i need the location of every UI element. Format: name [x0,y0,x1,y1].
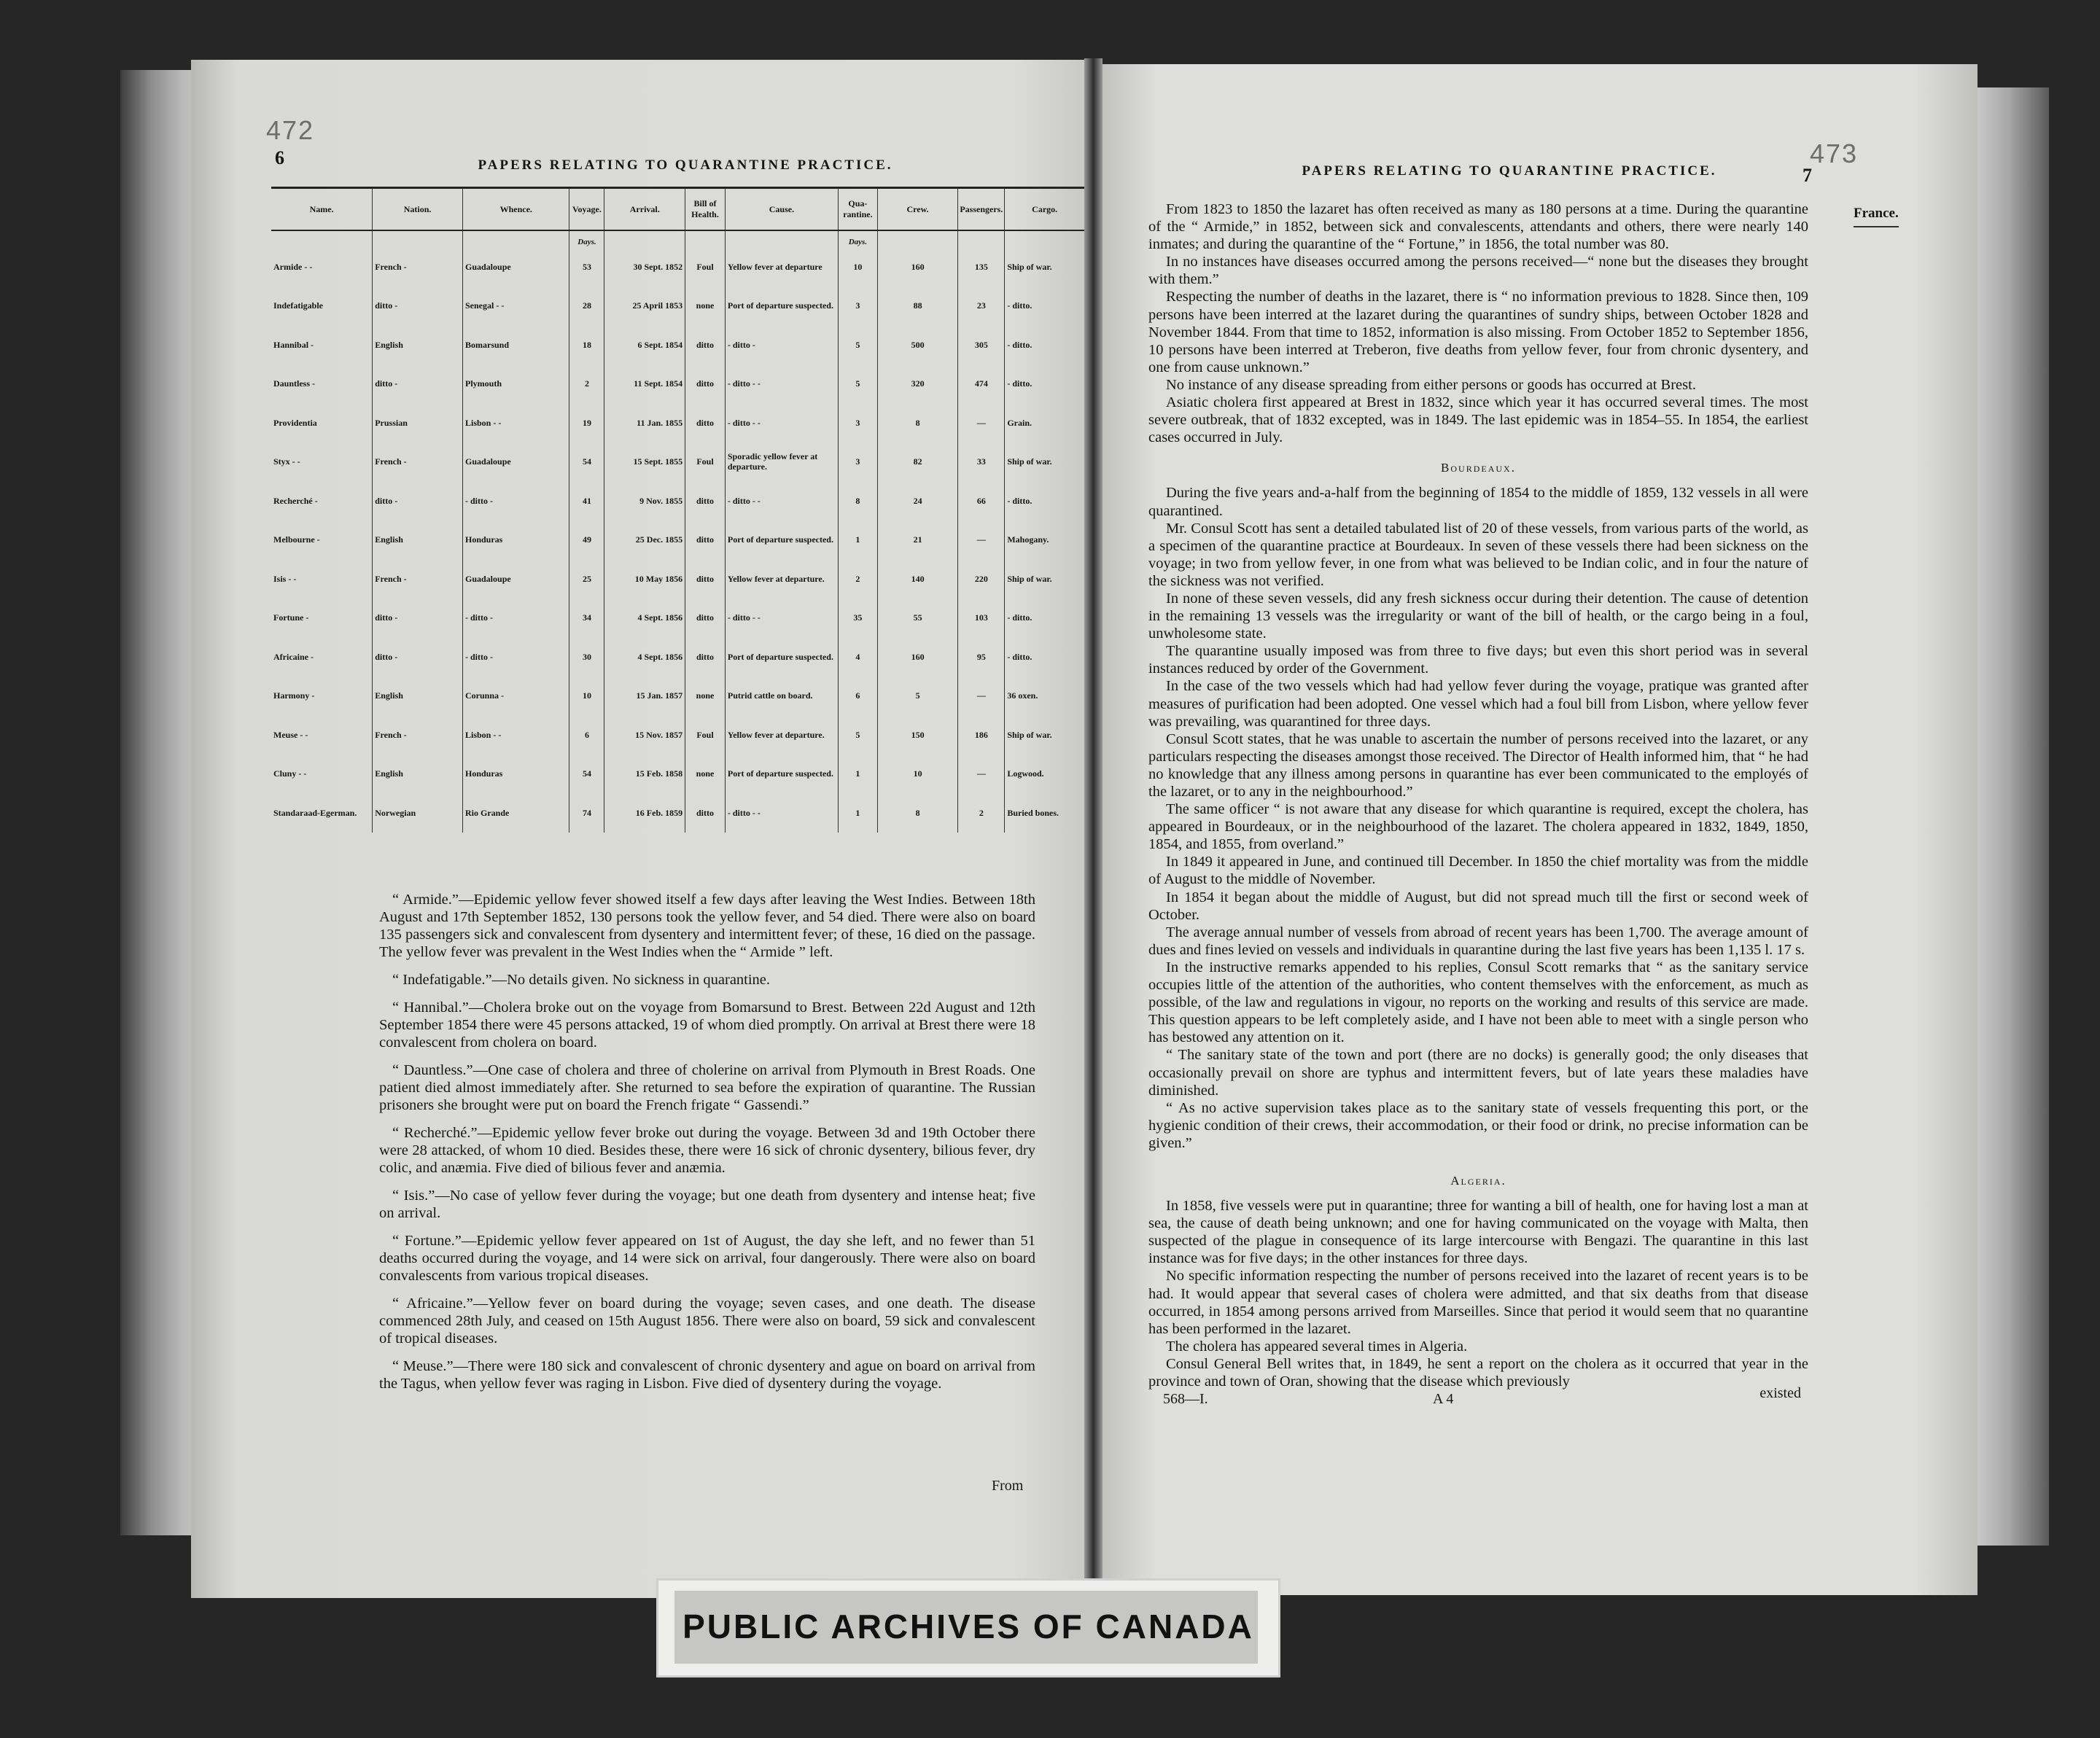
cell-whence: - ditto - [463,637,569,677]
col-header-arrival: Arrival. [604,188,685,231]
cell-cause: - ditto - - [725,365,838,404]
cell-nation: ditto - [373,599,463,638]
cell-arrival: 15 Nov. 1857 [604,715,685,755]
paragraph: During the five years and-a-half from the beginning of 1854 to the middle of 1859, 132 vessels in all were quarantined. [1148,485,1808,519]
cell-passengers: 66 [958,481,1005,521]
cell-name: Armide - - [273,261,313,272]
ship-note: “ Africaine.”—Yellow fever on board during the voyage; seven cases, and one death. The disease commenced 28th July, and ceased on 15th August 1856. There were also on board, 59 sick and convalescent of tropical diseases. [379,1295,1035,1347]
table-row [271,403,1084,443]
cell-voyage: 34 [569,599,604,638]
paragraph: In no instances have diseases occurred among the persons received—“ none but the diseases they brought with them.” [1148,254,1808,288]
cell-arrival: 6 Sept. 1854 [604,325,685,365]
cell-bill: ditto [685,599,726,638]
cell-quarantine: 3 [839,403,878,443]
table-header-row [271,188,1084,231]
col-header-whence: Whence. [463,188,569,231]
cell-nation: French - [373,559,463,599]
cell-bill: none [685,677,726,716]
cell-bill: none [685,755,726,794]
paragraph: In 1849 it appeared in June, and continued till December. In 1850 the chief mortality was from the middle of August to the middle of November. [1148,854,1808,888]
ship-note: “ Meuse.”—There were 180 sick and convalescent of chronic dysentery and ague on board on arrival from the Tagus, when yellow fever was raging in Lisbon. Five died of dysentery during the voyage. [379,1358,1035,1392]
cell-whence: Rio Grande [463,793,569,833]
cell-passengers: 23 [958,287,1005,326]
cell-arrival: 25 Dec. 1855 [604,521,685,560]
cell-voyage: 53 [569,247,604,287]
cell-bill: ditto [685,559,726,599]
cell-voyage: 6 [569,715,604,755]
cell-cargo: Ship of war. [1005,247,1084,287]
table-row [271,325,1084,365]
cell-quarantine: 10 [839,247,878,287]
cell-voyage: 74 [569,793,604,833]
cell-arrival: 15 Jan. 1857 [604,677,685,716]
bourdeaux-section [1148,484,1808,1152]
table-row [271,677,1084,716]
cell-nation: ditto - [373,481,463,521]
cell-whence: Lisbon - - [463,403,569,443]
table-row [271,481,1084,521]
cell-name: Recherché - [273,495,318,506]
cell-passengers: 186 [958,715,1005,755]
right-text-column [1148,200,1808,1409]
table-row [271,715,1084,755]
table-row [271,247,1084,287]
cell-crew: 24 [877,481,958,521]
cell-quarantine: 1 [839,755,878,794]
cell-quarantine: 4 [839,637,878,677]
cell-nation: English [373,521,463,560]
cell-bill: ditto [685,521,726,560]
cell-bill: ditto [685,403,726,443]
cell-name: Isis - - [273,573,297,584]
quarantine-table [271,187,1084,833]
book-gutter [1084,58,1102,1608]
cell-crew: 55 [877,599,958,638]
cell-voyage: 10 [569,677,604,716]
cell-crew: 21 [877,521,958,560]
cell-name: Styx - - [273,456,300,467]
right-page-edges [1969,87,2049,1546]
ship-note: “ Indefatigable.”—No details given. No sickness in quarantine. [392,972,771,988]
left-page-number: 6 [275,147,284,168]
cell-cargo: 36 oxen. [1005,677,1084,716]
table-row [271,793,1084,833]
paragraph: The quarantine usually imposed was from three to five days; but even this short period was in several instances reduced by order of the Government. [1148,643,1808,677]
signature-mark: 568—I. [1163,1391,1208,1408]
cell-quarantine: 5 [839,365,878,404]
cell-name: Providentia [273,417,317,428]
col-header-name: Name. [271,188,373,231]
cell-bill: ditto [685,793,726,833]
ship-note: “ Armide.”—Epidemic yellow fever showed itself a few days after leaving the West Indies. Between 18th August and 17th September 1852, 130 persons took the yellow fever, and 54 died. There were also on board 135 passengers sick and convalescent from dysentery and intermittent fever; of these, 16 died on the passage. The yellow fever was prevalent in the West Indies when the “ Armide ” left. [379,892,1035,960]
paragraph: Respecting the number of deaths in the lazaret, there is “ no information previous to 1828. Since then, 109 persons have been interred at the lazaret during the quarantines of sundry ships, between October 1828 and November 1844. From that time to 1852, information is also missing. From October 1852 to September 1856, 10 persons have been interred at Treberon, five deaths from yellow fever, four from chronic dysentery, and one from cause unknown.” [1148,289,1808,375]
cell-nation: ditto - [373,637,463,677]
table-row [271,755,1084,794]
cell-cause: - ditto - - [725,793,838,833]
table-row [271,365,1084,404]
left-pencil-number: 472 [266,115,315,145]
table-row [271,521,1084,560]
voyage-unit: Days. [569,230,604,247]
cell-cause: Putrid cattle on board. [725,677,838,716]
cell-whence: Lisbon - - [463,715,569,755]
ship-note: “ Dauntless.”—One case of cholera and three of cholerine on arrival from Plymouth in Brest Roads. One patient died almost immediately after. She returned to sea before the expiration of quarantine. The Russian prisoners she brought were put on board the French frigate “ Gassendi.” [379,1062,1035,1113]
cell-bill: ditto [685,481,726,521]
cell-cargo: Buried bones. [1005,793,1084,833]
cell-crew: 8 [877,403,958,443]
cell-cargo: - ditto. [1005,287,1084,326]
table-row [271,559,1084,599]
cell-whence: Plymouth [463,365,569,404]
cell-crew: 160 [877,247,958,287]
cell-whence: Honduras [463,521,569,560]
ship-notes [379,891,1035,1403]
cell-name: Standaraad-Egerman. [273,807,357,818]
cell-arrival: 11 Sept. 1854 [604,365,685,404]
cell-cause: - ditto - [725,325,838,365]
cell-nation: ditto - [373,365,463,404]
cell-nation: Prussian [373,403,463,443]
cell-nation: English [373,755,463,794]
col-header-nation: Nation. [373,188,463,231]
right-pencil-number: 473 [1810,139,1859,168]
cell-arrival: 15 Feb. 1858 [604,755,685,794]
cell-passengers: 220 [958,559,1005,599]
cell-quarantine: 6 [839,677,878,716]
cell-cargo: - ditto. [1005,325,1084,365]
cell-voyage: 28 [569,287,604,326]
cell-arrival: 16 Feb. 1859 [604,793,685,833]
cell-whence: - ditto - [463,599,569,638]
paragraph: No specific information respecting the number of persons received into the lazaret of recent years is to be had. It would appear that several cases of cholera were admitted, and that six deaths from that disease occurred, in 1854 among persons arrived from Marseilles. Since that period it would seem that no quarantine has been performed in the lazaret. [1148,1268,1808,1337]
paragraph: The same officer “ is not aware that any disease for which quarantine is required, except the cholera, has appeared in Bourdeaux, or in the neighbourhood of the lazaret. The cholera appeared in 1832, 1849, 1850, 1854, and 1855, from overland.” [1148,801,1808,853]
table-row [271,287,1084,326]
cell-name: Fortune - [273,612,309,623]
cell-cause: Port of departure suspected. [725,287,838,326]
cell-crew: 150 [877,715,958,755]
cell-voyage: 30 [569,637,604,677]
cell-crew: 10 [877,755,958,794]
cell-crew: 140 [877,559,958,599]
cell-passengers: 474 [958,365,1005,404]
col-header-cause: Cause. [725,188,838,231]
cell-voyage: 18 [569,325,604,365]
cell-name: Meuse - - [273,729,308,740]
cell-voyage: 2 [569,365,604,404]
cell-quarantine: 1 [839,793,878,833]
cell-name: Cluny - - [273,768,307,779]
cell-quarantine: 3 [839,443,878,482]
cell-name: Dauntless - [273,378,316,389]
cell-cargo: Mahogany. [1005,521,1084,560]
cell-passengers: 135 [958,247,1005,287]
cell-cause: Port of departure suspected. [725,637,838,677]
cell-passengers: 103 [958,599,1005,638]
paragraph: Asiatic cholera first appeared at Brest in 1832, since which year it has occurred several times. The most severe outbreak, that of 1832 excepted, was in 1849. The last epidemic was in 1854–55. In 1854, the earliest cases occurred in July. [1148,394,1808,446]
cell-passengers: — [958,403,1005,443]
cell-cargo: - ditto. [1005,599,1084,638]
col-header-crew: Crew. [877,188,958,231]
cell-crew: 88 [877,287,958,326]
cell-bill: ditto [685,365,726,404]
algeria-section [1148,1197,1808,1390]
cell-passengers: 95 [958,637,1005,677]
cell-arrival: 4 Sept. 1856 [604,599,685,638]
paragraph: In 1854 it began about the middle of August, but did not spread much till the first or second week of October. [1148,889,1808,923]
cell-cause: - ditto - - [725,481,838,521]
cell-voyage: 54 [569,755,604,794]
cell-voyage: 49 [569,521,604,560]
paragraph: In 1858, five vessels were put in quarantine; three for wanting a bill of health, one for having lost a man at sea, the cause of death being unknown; and one for having communicated on the voyage with Malta, then suspected of the plague in consequence of its large intercourse with Bengazi. The quarantine in this last instance was for five days; in the other instances for three days. [1148,1198,1808,1267]
cell-crew: 500 [877,325,958,365]
col-header-bill: Bill of Health. [685,188,726,231]
cell-passengers: — [958,521,1005,560]
col-header-voyage: Voyage. [569,188,604,231]
cell-name: Hannibal - [273,339,314,350]
cell-passengers: — [958,755,1005,794]
cell-whence: - ditto - [463,481,569,521]
cell-quarantine: 35 [839,599,878,638]
paragraph: In the instructive remarks appended to his replies, Consul Scott remarks that “ as the sanitary service occupies little of the attention of the authorities, who content themselves with the enforcement, as much as possible, of the law and regulations in vigour, no reports on the working and results of this service are made. This question appears to be left completely aside, and I have not been able to meet with a single person who has bestowed any attention on it. [1148,959,1808,1046]
cell-name: Indefatigable [273,300,324,311]
col-header-cargo: Cargo. [1005,188,1084,231]
cell-passengers: 2 [958,793,1005,833]
cell-passengers: 33 [958,443,1005,482]
heading-algeria: Algeria. [1450,1173,1506,1188]
cell-cause: - ditto - - [725,403,838,443]
cell-whence: Honduras [463,755,569,794]
right-page-number: 7 [1802,165,1812,186]
paragraph: The average annual number of vessels from abroad of recent years has been 1,700. The average amount of dues and fines levied on vessels and individuals in quarantine during the last five years has been 1,135 l. 17 s. [1148,924,1808,958]
table-unit-row [271,230,1084,247]
cell-whence: Guadaloupe [463,247,569,287]
paragraph: From 1823 to 1850 the lazaret has often received as many as 180 persons at a time. During the quarantine of the “ Armide,” in 1852, between sick and convalescents, attendants and others, there were nearly 140 inmates; and during the quarantine of the “ Fortune,” in 1856, the total number was 80. [1148,201,1808,253]
ship-note: “ Hannibal.”—Cholera broke out on the voyage from Bomarsund to Brest. Between 22d August and 12th September 1854 there were 45 persons attacked, 19 of whom died promptly. On arrival at Brest there were 18 convalescent from cholera on board. [379,999,1035,1051]
cell-cargo: Ship of war. [1005,559,1084,599]
right-catchword: existed [1759,1385,1801,1402]
cell-quarantine: 5 [839,325,878,365]
cell-cargo: - ditto. [1005,365,1084,404]
cell-cause: - ditto - - [725,599,838,638]
cell-arrival: 11 Jan. 1855 [604,403,685,443]
table-row [271,443,1084,482]
cell-cause: Yellow fever at departure [725,247,838,287]
ship-note: “ Isis.”—No case of yellow fever during the voyage; but one death from dysentery and intense heat; five on arrival. [379,1188,1035,1221]
cell-arrival: 30 Sept. 1852 [604,247,685,287]
cell-name: Harmony - [273,690,315,701]
table-row [271,637,1084,677]
cell-cause: Yellow fever at departure. [725,715,838,755]
cell-voyage: 25 [569,559,604,599]
ship-note: “ Fortune.”—Epidemic yellow fever appeared on 1st of August, the day she left, and no fewer than 51 deaths occurred during the voyage, and 14 were sick on arrival, four dangerously. There were also on board convalescents from various tropical diseases. [379,1233,1035,1284]
cell-bill: ditto [685,637,726,677]
cell-nation: ditto - [373,287,463,326]
cell-bill: ditto [685,325,726,365]
paragraph: “ As no active supervision takes place as to the sanitary state of vessels frequenting this port, or the hygienic condition of their crews, their accommodation, or their food or drink, no precise information can be given.” [1148,1099,1808,1151]
cell-arrival: 15 Sept. 1855 [604,443,685,482]
quarantine-unit: Days. [839,230,878,247]
left-running-head: PAPERS RELATING TO QUARANTINE PRACTICE. [478,157,893,173]
right-running-head: PAPERS RELATING TO QUARANTINE PRACTICE. [1302,163,1717,179]
cell-cargo: Ship of war. [1005,715,1084,755]
cell-passengers: — [958,677,1005,716]
cell-cargo: - ditto. [1005,481,1084,521]
cell-nation: French - [373,247,463,287]
cell-voyage: 19 [569,403,604,443]
cell-crew: 160 [877,637,958,677]
paragraph: No instance of any disease spreading from either persons or goods has occurred at Brest. [1166,376,1696,393]
paragraph: In the case of the two vessels which had had yellow fever during the voyage, pratique was granted after measures of purification had been adopted. One vessel which had a foul bill from Lisbon, where yellow fever was prevailing, was quarantined for three days. [1148,678,1808,730]
cell-nation: English [373,325,463,365]
cell-crew: 5 [877,677,958,716]
col-header-quarantine: Qua-rantine. [839,188,878,231]
brest-section [1148,200,1808,446]
cell-cause: Sporadic yellow fever at departure. [725,443,838,482]
cell-cause: Port of departure suspected. [725,521,838,560]
cell-arrival: 4 Sept. 1856 [604,637,685,677]
cell-nation: Norwegian [373,793,463,833]
paragraph: In none of these seven vessels, did any fresh sickness occur during their detention. The cause of detention in the remaining 13 vessels was the irregularity or want of the bill of health, or the cargo being in a foul, unwholesome state. [1148,590,1808,642]
cell-cargo: - ditto. [1005,637,1084,677]
cell-cargo: Grain. [1005,403,1084,443]
cell-arrival: 10 May 1856 [604,559,685,599]
margin-note-france: France. [1854,206,1899,227]
paragraph: Consul General Bell writes that, in 1849, he sent a report on the cholera as it occurred that year in the province and town of Oran, showing that the disease which previously [1148,1355,1808,1390]
cell-quarantine: 8 [839,481,878,521]
cell-quarantine: 1 [839,521,878,560]
cell-bill: none [685,287,726,326]
cell-nation: English [373,677,463,716]
cell-bill: Foul [685,443,726,482]
cell-bill: Foul [685,247,726,287]
cell-quarantine: 3 [839,287,878,326]
page-footer [1148,1385,1808,1409]
cell-nation: French - [373,443,463,482]
paragraph: The cholera has appeared several times in Algeria. [1166,1338,1468,1355]
cell-name: Africaine - [273,651,314,662]
paragraph: Consul Scott states, that he was unable to ascertain the number of persons received into the lazaret, or any particulars respecting the diseases amongst those received. The Director of Health informed him, that “ he had no knowledge that any illness among persons in quarantine has ever been communicated to the employés of the lazaret, or to any in the neighbourhood.” [1148,730,1808,800]
cell-voyage: 54 [569,443,604,482]
cell-bill: Foul [685,715,726,755]
cell-crew: 8 [877,793,958,833]
cell-crew: 82 [877,443,958,482]
archive-label-text: PUBLIC ARCHIVES OF CANADA [682,1608,1254,1645]
cell-cause: Port of departure suspected. [725,755,838,794]
cell-nation: French - [373,715,463,755]
cell-whence: Bomarsund [463,325,569,365]
cell-cause: Yellow fever at departure. [725,559,838,599]
cell-passengers: 305 [958,325,1005,365]
cell-whence: Guadaloupe [463,559,569,599]
cell-arrival: 25 April 1853 [604,287,685,326]
table-row [271,599,1084,638]
cell-whence: Senegal - - [463,287,569,326]
sheet-mark: A 4 [1433,1391,1454,1408]
left-catchword: From [992,1478,1024,1494]
cell-whence: Corunna - [463,677,569,716]
cell-quarantine: 5 [839,715,878,755]
cell-arrival: 9 Nov. 1855 [604,481,685,521]
cell-voyage: 41 [569,481,604,521]
cell-whence: Guadaloupe [463,443,569,482]
cell-quarantine: 2 [839,559,878,599]
cell-cargo: Logwood. [1005,755,1084,794]
paragraph: “ The sanitary state of the town and port (there are no docks) is generally good; the only diseases that occasionally prevail on shore are typhus and intermittent fevers, but of late years these maladies have diminished. [1148,1047,1808,1099]
cell-crew: 320 [877,365,958,404]
col-header-passengers: Passengers. [958,188,1005,231]
heading-bourdeaux: Bourdeaux. [1441,461,1516,475]
archive-label [656,1578,1280,1677]
ship-note: “ Recherché.”—Epidemic yellow fever broke out during the voyage. Between 3d and 19th October there were 28 attacked, of whom 10 died. Besides these, there were 16 sick of chronic dysentery, bilious fever, dry colic, and anæmia. Five died of bilious fever and anæmia. [379,1125,1035,1176]
cell-cargo: Ship of war. [1005,443,1084,482]
cell-name: Melbourne - [273,534,320,545]
paragraph: Mr. Consul Scott has sent a detailed tabulated list of 20 of these vessels, from various parts of the world, as a specimen of the quarantine practice at Bourdeaux. In seven of these vessels there had been sickness on the voyage; in two from yellow fever, in one from what was believed to be Indian colic, and in four the nature of the sickness was not verified. [1148,520,1808,589]
